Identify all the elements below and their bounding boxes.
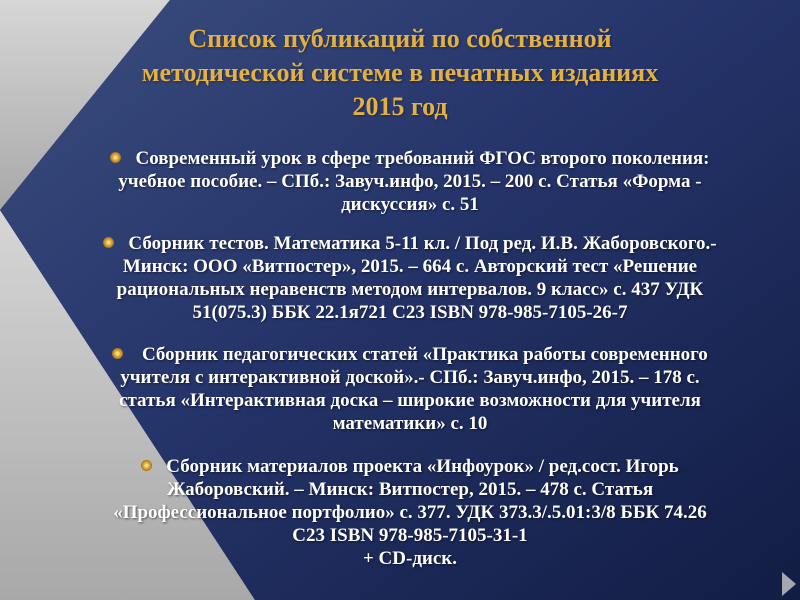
publication-item [60,455,760,570]
publication-item [60,343,760,435]
item-text: Современный урок в сфере требований ФГОС второго поколения: [135,148,710,169]
item-text: Жаборовский. – Минск: Витпостер, 2015. – 478 с. Статья [166,479,654,500]
item-text: Минск: ООО «Витпостер», 2015. – 664 с. Авторский тест «Решение [122,256,698,277]
item-text: С23 ISBN 978-985-7105-31-1 [292,525,528,546]
bullet-icon [103,237,114,248]
item-text: статья «Интерактивная доска – широкие возможности для учителя [119,390,701,411]
item-text: «Профессиональное портфолио» с. 377. УДК 373.3/.5.01:3/8 ББК 74.26 [113,502,707,523]
item-text: Сборник педагогических статей «Практика работы современного [137,344,708,365]
item-text: математики» с. 10 [332,413,488,434]
bullet-icon [112,348,123,359]
title-line: методической системе в печатных изданиях [141,58,659,87]
item-text: дискуссия» с. 51 [341,194,479,215]
publication-item [60,232,760,324]
item-text: Сборник тестов. Математика 5-11 кл. / Под ред. И.В. Жаборовского.- [128,233,717,254]
bullet-icon [110,152,121,163]
title-line: 2015 год [352,92,448,121]
item-text: Сборник материалов проекта «Инфоурок» / ред.сост. Игорь [166,456,679,477]
title-line: Список публикаций по собственной [188,24,612,53]
item-text: учителя с интерактивной доской».- СПб.: Завуч.инфо, 2015. – 178 с. [120,367,700,388]
item-text: 51(075.3) ББК 22.1я721 С23 ISBN 978-985-7105-26-7 [192,302,628,323]
item-text: + CD-диск. [362,548,458,569]
item-text: рациональных неравенств методом интервалов. 9 класс» с. 437 УДК [116,279,704,300]
next-slide-arrow-icon[interactable] [782,572,796,596]
bullet-icon [141,460,152,471]
publication-item [60,147,760,216]
item-text: учебное пособие. – СПб.: Завуч.инфо, 2015. – 200 с. Статья «Форма - [118,171,702,192]
